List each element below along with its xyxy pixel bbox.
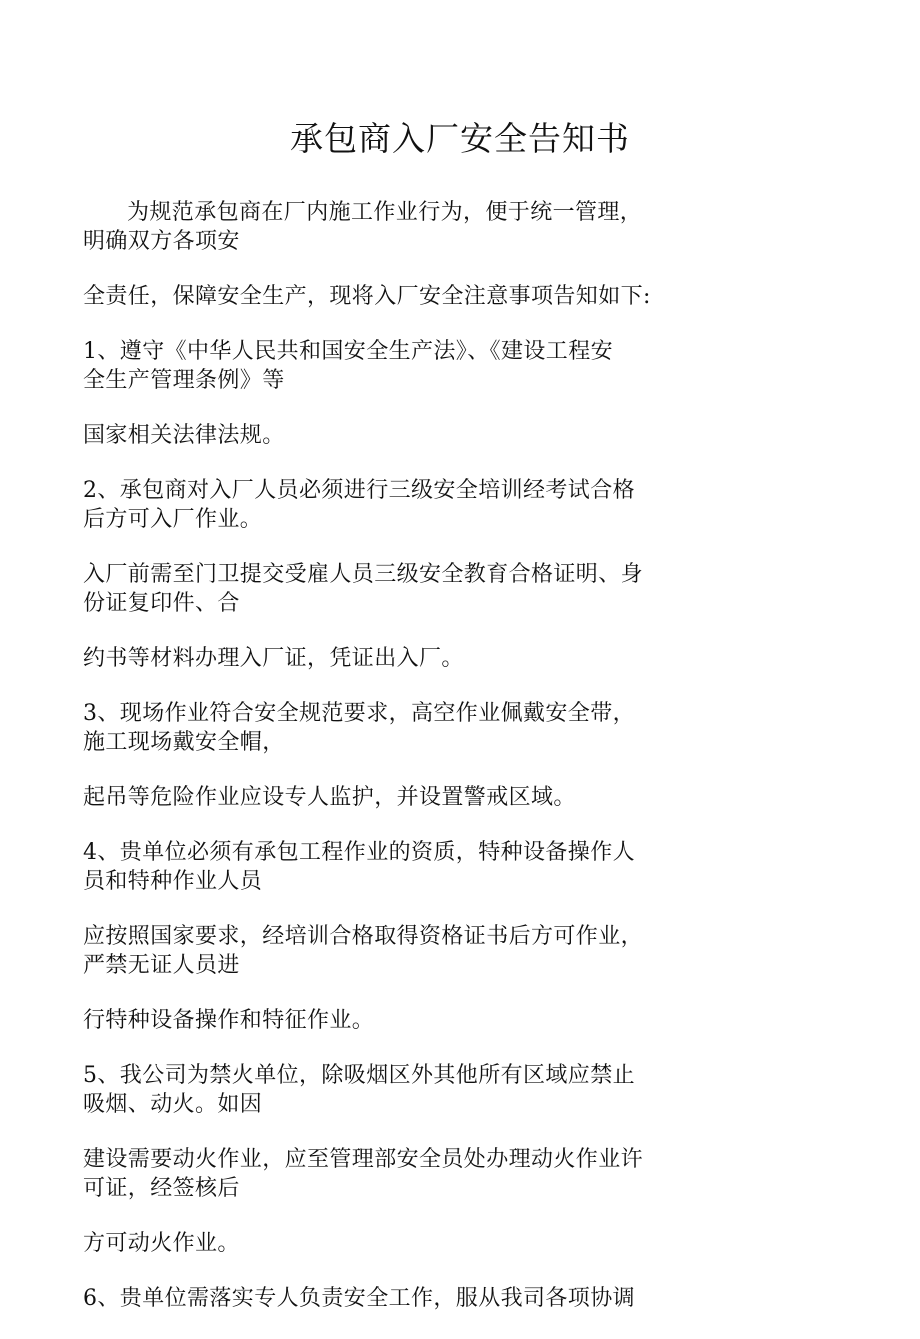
- document-title: 承包商入厂安全告知书: [290, 119, 630, 158]
- text-line: 建设需要动火作业，应至管理部安全员处办理动火作业许: [83, 1147, 644, 1172]
- paragraph-item-6: [83, 1284, 673, 1313]
- paragraph-item-4: [83, 838, 673, 896]
- text-line: 5、我公司为禁火单位，除吸烟区外其他所有区域应禁止: [83, 1063, 635, 1088]
- text-line: 份证复印件、合: [83, 591, 240, 616]
- paragraph-item-5-end: [83, 1229, 673, 1258]
- text-line: 后方可入厂作业。: [83, 507, 263, 532]
- text-line: 严禁无证人员进: [83, 953, 240, 978]
- text-line: 为规范承包商在厂内施工作业行为，便于统一管理，: [127, 200, 643, 225]
- text-line: 2、承包商对入厂人员必须进行三级安全培训经考试合格: [83, 478, 635, 503]
- text-line: 1、遵守《中华人民共和国安全生产法》、《建设工程安: [83, 339, 613, 364]
- paragraph-item-1-continued: [83, 421, 673, 450]
- text-line: 6、贵单位需落实专人负责安全工作，服从我司各项协调: [83, 1286, 635, 1311]
- text-line: 方可动火作业。: [83, 1231, 240, 1256]
- text-line: 起吊等危险作业应设专人监护，并设置警戒区域。: [83, 785, 576, 810]
- text-line: 全生产管理条例》等: [83, 368, 285, 393]
- text-line: 行特种设备操作和特征作业。: [83, 1008, 375, 1033]
- text-line: 国家相关法律法规。: [83, 423, 285, 448]
- paragraph-item-2-end: [83, 644, 673, 673]
- text-line: 3、现场作业符合安全规范要求，高空作业佩戴安全带，: [83, 701, 635, 726]
- text-line: 员和特种作业人员: [83, 869, 263, 894]
- paragraph-item-5: [83, 1061, 673, 1119]
- paragraph-item-3-continued: [83, 783, 673, 812]
- paragraph-intro: [83, 198, 673, 256]
- paragraph-item-1: [83, 337, 673, 395]
- paragraph-intro-continued: [83, 282, 673, 311]
- text-line: 全责任，保障安全生产，现将入厂安全注意事项告知如下:: [83, 284, 651, 309]
- text-line: 明确双方各项安: [83, 229, 240, 254]
- text-line: 应按照国家要求，经培训合格取得资格证书后方可作业，: [83, 924, 644, 949]
- text-line: 可证，经签核后: [83, 1176, 240, 1201]
- paragraph-item-2-continued: [83, 560, 673, 618]
- paragraph-item-5-continued: [83, 1145, 673, 1203]
- paragraph-item-4-continued: [83, 922, 673, 980]
- text-line: 约书等材料办理入厂证，凭证出入厂。: [83, 646, 464, 671]
- text-line: 吸烟、动火。如因: [83, 1092, 263, 1117]
- text-line: 4、贵单位必须有承包工程作业的资质，特种设备操作人: [83, 840, 635, 865]
- text-line: 入厂前需至门卫提交受雇人员三级安全教育合格证明、身: [83, 562, 644, 587]
- paragraph-item-3: [83, 699, 673, 757]
- document-body: [83, 198, 673, 1339]
- paragraph-item-4-end: [83, 1006, 673, 1035]
- text-line: 施工现场戴安全帽，: [83, 730, 285, 755]
- paragraph-item-2: [83, 476, 673, 534]
